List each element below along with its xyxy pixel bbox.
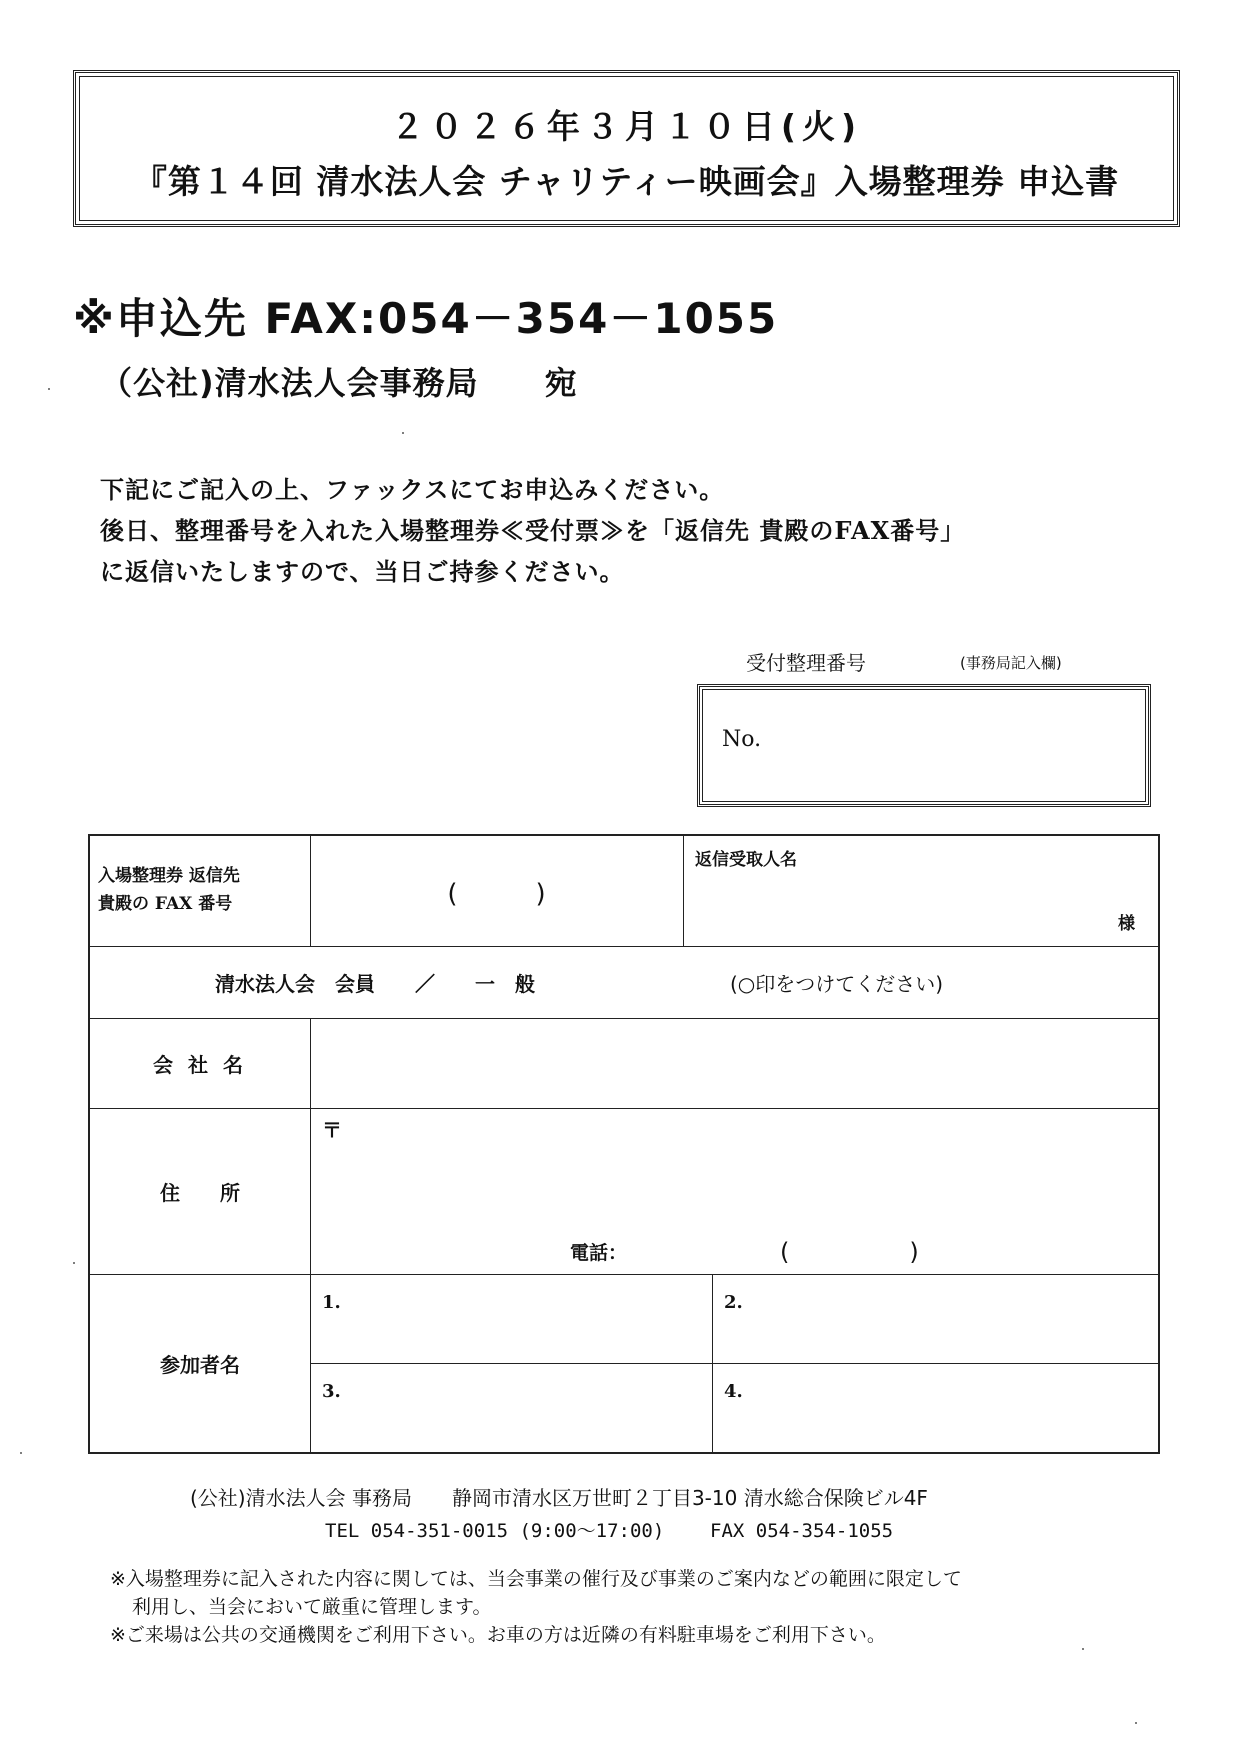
event-title: 『第１４回 清水法人会 チャリティー映画会』入場整理券 申込書	[133, 162, 1120, 201]
recipient-name-label: 返信受取人名	[695, 850, 797, 870]
fax-number-field[interactable]	[310, 836, 683, 946]
phone-paren[interactable]: ( )	[780, 1238, 919, 1266]
participant-number-3: 3.	[322, 1381, 341, 1402]
address-label: 住 所	[160, 1180, 240, 1205]
fax-destination: ※申込先 FAX:054－354－1055	[73, 294, 779, 343]
instruction-line-1: 下記にご記入の上、ファックスにてお申込みください。	[100, 475, 725, 504]
address-field[interactable]	[310, 1108, 1158, 1274]
scan-speck	[73, 1262, 75, 1264]
participant-number-2: 2.	[724, 1292, 743, 1313]
fax-number-paren: ( )	[447, 878, 546, 909]
footer-note-3: ※ご来場は公共の交通機関をご利用下さい。お車の方は近隣の有料駐車場をご利用下さい。	[110, 1624, 886, 1646]
company-label: 会 社 名	[153, 1052, 247, 1077]
instruction-line-3: に返信いたしますので、当日ご持参ください。	[100, 557, 625, 586]
footer-note-2: 利用し、当会において厳重に管理します。	[132, 1596, 492, 1618]
phone-label: 電話：	[570, 1242, 628, 1264]
recipient-suffix: 様	[1118, 914, 1135, 934]
title-box	[73, 70, 1180, 227]
scan-speck	[402, 432, 404, 434]
footer-contact: TEL 054-351-0015 (9:00～17:00) FAX 054-354-1055	[325, 1520, 894, 1542]
footer-organization: (公社)清水法人会 事務局 静岡市清水区万世町２丁目3-10 清水総合保険ビル4F	[190, 1486, 928, 1510]
event-date: ２０２６年３月１０日(火)	[390, 107, 863, 146]
participant-field-1[interactable]	[310, 1274, 712, 1363]
participant-number-4: 4.	[724, 1381, 743, 1402]
scan-speck	[1082, 1648, 1084, 1650]
reception-number-box	[697, 684, 1151, 807]
instruction-line-2: 後日、整理番号を入れた入場整理券≪受付票≫を「返信先 貴殿のFAX番号」	[100, 516, 966, 545]
footer-note-1: ※入場整理券に記入された内容に関しては、当会事業の催行及び事業のご案内などの範囲に限定して	[110, 1568, 962, 1590]
fax-number-label-1: 入場整理券 返信先	[98, 866, 240, 886]
participant-number-1: 1.	[322, 1292, 341, 1313]
participant-field-3[interactable]	[310, 1363, 712, 1452]
scan-speck	[20, 1452, 22, 1454]
scan-speck	[48, 388, 50, 390]
participant-field-2[interactable]	[712, 1274, 1158, 1363]
postal-mark: 〒	[322, 1118, 342, 1142]
participants-label: 参加者名	[160, 1352, 240, 1377]
scan-speck	[1135, 1722, 1137, 1724]
membership-note: (○印をつけてください)	[730, 972, 944, 996]
fax-number-label-2: 貴殿の FAX 番号	[98, 894, 233, 914]
addressee: （公社)清水法人会事務局 宛	[100, 364, 578, 402]
participant-field-4[interactable]	[712, 1363, 1158, 1452]
company-name-field[interactable]	[310, 1018, 1158, 1108]
reception-number-prefix: No.	[722, 727, 762, 752]
application-form	[88, 834, 1160, 1454]
membership-options[interactable]: 清水法人会 会員 ／ 一 般	[215, 972, 535, 996]
recipient-name-field[interactable]	[683, 836, 1158, 946]
reception-note: (事務局記入欄)	[960, 654, 1062, 672]
reception-number-label: 受付整理番号	[746, 651, 866, 675]
